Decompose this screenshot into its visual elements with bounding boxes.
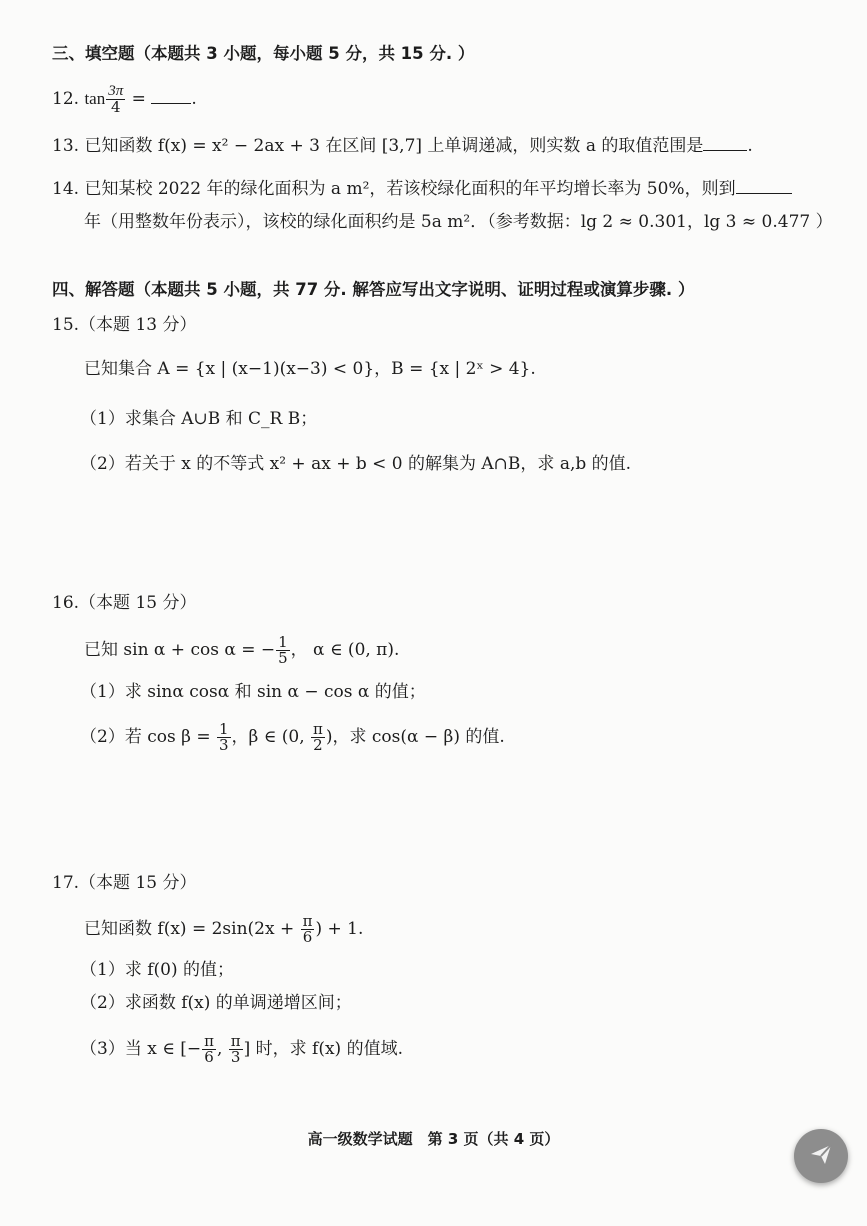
question-15-stem: 已知集合 A = {x | (x−1)(x−3) < 0}，B = {x | 2ˣ > 4}.: [84, 359, 536, 379]
fraction: $\frac{\pi}{3}$: [230, 1032, 241, 1066]
fraction: $\frac{\pi}{6}$: [204, 1032, 214, 1066]
answer-blank: [151, 87, 191, 104]
answer-blank: [703, 134, 747, 151]
question-16-part-1: （1）求 sinα cosα 和 sin α − cos α 的值；: [80, 682, 426, 702]
question-14-line-1: [52, 177, 792, 201]
question-number: 12.: [52, 89, 80, 109]
page-footer: 高一级数学试题 第 3 页（共 4 页）: [307, 1130, 560, 1148]
section-4-heading: 四、解答题（本题共 5 小题，共 77 分. 解答应写出文字说明、证明过程或演算步骤. ）: [52, 280, 695, 299]
question-16-stem: 已知 sin α + cos α = − $\frac{1}{5}$ ， α ∈ (0, π).: [84, 633, 400, 667]
question-text: 已知某校 2022 年的绿化面积为 a m²，若该校绿化面积的年平均增长率为 50%，则到: [84, 179, 736, 199]
question-13: 13. 已知函数 f(x) = x² − 2ax + 3 在区间 [3,7] 上单调递减，则实数 a 的取值范围是 .: [52, 136, 753, 156]
question-17-part-2: （2）求函数 f(x) 的单调递增区间；: [80, 993, 352, 1013]
question-number: 14.: [52, 179, 80, 199]
question-17-stem: 已知函数 f(x) = 2sin(2x + $\frac{\pi}{6}$ ) + 1.: [84, 912, 364, 946]
question-text: 已知函数 f(x) = x² − 2ax + 3 在区间 [3,7] 上单调递减，则实数 a 的取值范围是: [84, 136, 704, 156]
question-15-title: 15.（本题 13 分）: [52, 315, 197, 335]
question-12: 12. tan $\frac{3\pi}{4}$ = .: [52, 83, 197, 116]
answer-blank: [736, 177, 792, 194]
question-16-title: 16.（本题 15 分）: [52, 593, 197, 613]
question-17-title: 17.（本题 15 分）: [52, 873, 197, 893]
section-3-heading: 三、填空题（本题共 3 小题，每小题 5 分，共 15 分. ）: [52, 44, 475, 63]
tan-text: tan: [84, 89, 106, 108]
paper-plane-icon: [806, 1139, 836, 1173]
fraction: $\frac{1}{3}$: [218, 720, 229, 754]
question-16-part-2: （2）若 cos β = $\frac{1}{3}$ ，β ∈ (0, $\frac{\pi}{2}$ )，求 cos(α − β) 的值.: [80, 720, 505, 754]
question-15-part-1: （1）求集合 A∪B 和 C_R B；: [80, 409, 318, 429]
fraction: $\frac{\pi}{2}$: [313, 720, 323, 754]
question-15-part-2: （2）若关于 x 的不等式 x² + ax + b < 0 的解集为 A∩B，求 a,b 的值.: [80, 454, 632, 474]
question-17-part-3: （3）当 x ∈ [− $\frac{\pi}{6}$ , $\frac{\pi}{3}$ ] 时，求 f(x) 的值域.: [80, 1032, 404, 1066]
fraction: $\frac{\pi}{6}$: [302, 912, 313, 946]
question-17-part-1: （1）求 f(0) 的值；: [80, 960, 234, 980]
question-14-line-2: 年（用整数年份表示），该校的绿化面积约是 5a m²．（参考数据：lg 2 ≈ 0.301，lg 3 ≈ 0.477 ）: [84, 212, 833, 232]
fraction: $\frac{1}{5}$: [278, 633, 288, 667]
fraction: $\frac{3\pi}{4}$: [108, 83, 124, 116]
share-button[interactable]: [794, 1129, 848, 1183]
question-number: 13.: [52, 136, 80, 156]
